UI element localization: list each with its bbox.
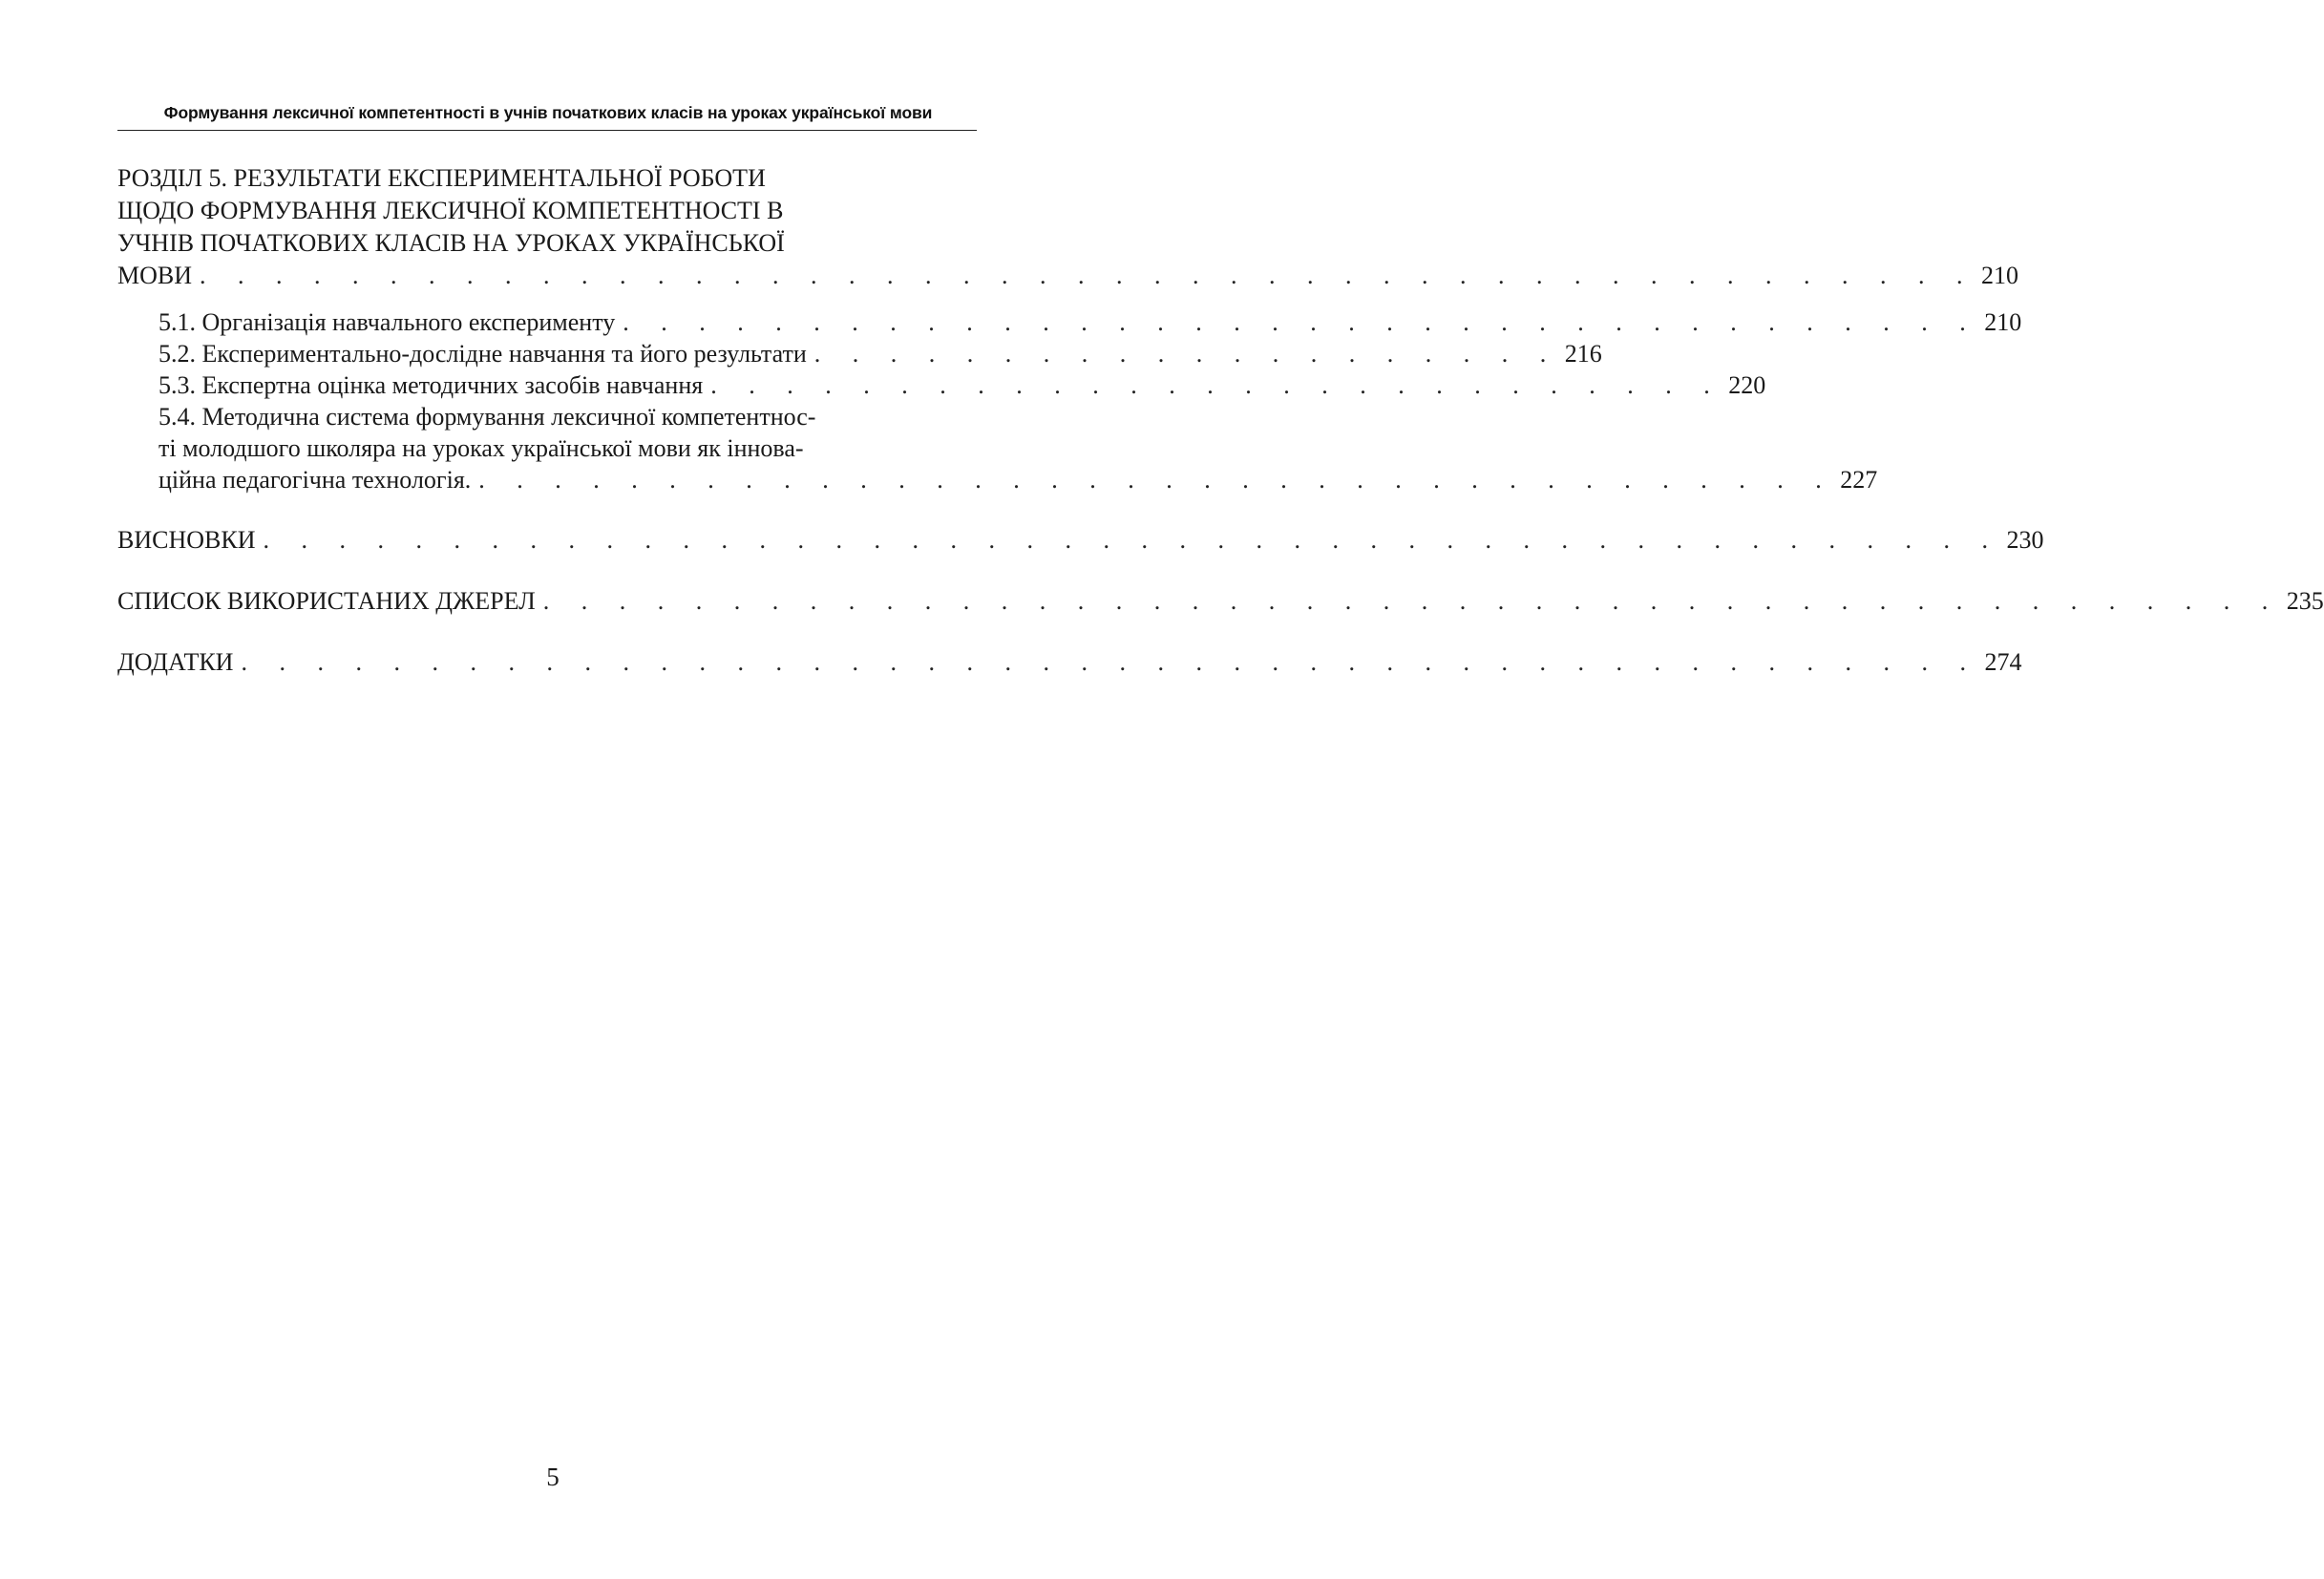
toc-entry-line: ті молодшого школяра на уроках української мови як іннова- [158,434,804,462]
toc-entry-title: 5.2. Експериментально-дослідне навчання та його результати [158,340,807,368]
dot-leader: . . . . . . . . . . . . . . . . . . . . . . . . . . . . . . . . . . . . . . . . . . . . . . [263,526,2001,554]
toc-entry-title: СПИСОК ВИКОРИСТАНИХ ДЖЕРЕЛ [117,587,536,615]
toc-entry-title: 5.3. Експертна оцінка методичних засобів навчання [158,371,704,399]
toc-page-number: 210 [1984,308,2022,336]
toc-chapter-line: ЩОДО ФОРМУВАННЯ ЛЕКСИЧНОЇ КОМПЕТЕНТНОСТІ В [117,197,784,224]
toc-chapter-line: УЧНІВ ПОЧАТКОВИХ КЛАСІВ НА УРОКАХ УКРАЇНСЬКОЇ [117,229,785,257]
toc-entry-5-3[interactable] [158,369,1766,401]
toc-chapter-line: РОЗДІЛ 5. РЕЗУЛЬТАТИ ЕКСПЕРИМЕНТАЛЬНОЇ РОБОТИ [117,164,766,192]
page-number: 5 [546,1463,560,1491]
toc-entry-5-4[interactable] [158,401,1878,495]
dot-leader: . . . . . . . . . . . . . . . . . . . . . . . . . . . . . . . . . . . . . . . . . . . . . . [542,587,2281,615]
toc-chapter-title-end: МОВИ [117,262,193,289]
toc-page-number: 230 [2006,526,2044,554]
header-rule [117,130,977,131]
table-of-contents [117,162,2324,679]
dot-leader: . . . . . . . . . . . . . . . . . . . . [813,340,1559,368]
toc-page-number: 210 [1981,262,2019,289]
toc-page-number: 235 [2286,587,2324,615]
toc-entry-5-1[interactable] [158,306,2022,338]
toc-chapter-last-line [117,260,2019,292]
dot-leader: . . . . . . . . . . . . . . . . . . . . . . . . . . . . . . . . . . . . [623,308,1979,336]
toc-entry-last-line [158,464,1878,495]
dot-leader: . . . . . . . . . . . . . . . . . . . . . . . . . . . . . . . . . . . . [478,466,1835,494]
toc-entry-title: ВИСНОВКИ [117,526,256,554]
dot-leader: . . . . . . . . . . . . . . . . . . . . . . . . . . . . . . . . . . . . . . . . . . . . . . . [200,262,1976,289]
toc-entry-5-2[interactable] [158,338,1602,369]
dot-leader: . . . . . . . . . . . . . . . . . . . . . . . . . . . . . . . . . . . . . . . . . . . . . . [241,648,1979,676]
toc-entry-appendices[interactable] [117,646,2022,679]
toc-entry-title: 5.1. Організація навчального експерименту [158,308,616,336]
toc-entry-conclusions[interactable] [117,524,2044,557]
toc-entry-title: ДОДАТКИ [117,648,234,676]
toc-page-number: 227 [1840,466,1878,494]
toc-entry-title-end: ційна педагогічна технологія. [158,466,472,494]
toc-entry-chapter-5[interactable] [117,162,2019,292]
running-header: Формування лексичної компетентності в учнів початкових класів на уроках української мови [163,103,933,122]
toc-page-number: 274 [1984,648,2022,676]
toc-page-number: 220 [1728,371,1766,399]
toc-subsections [117,306,2022,495]
toc-page-number: 216 [1564,340,1602,368]
toc-entry-references[interactable] [117,585,2324,618]
dot-leader: . . . . . . . . . . . . . . . . . . . . . . . . . . . [710,371,1723,399]
toc-entry-line: 5.4. Методична система формування лексичної компетентнос- [158,403,816,431]
